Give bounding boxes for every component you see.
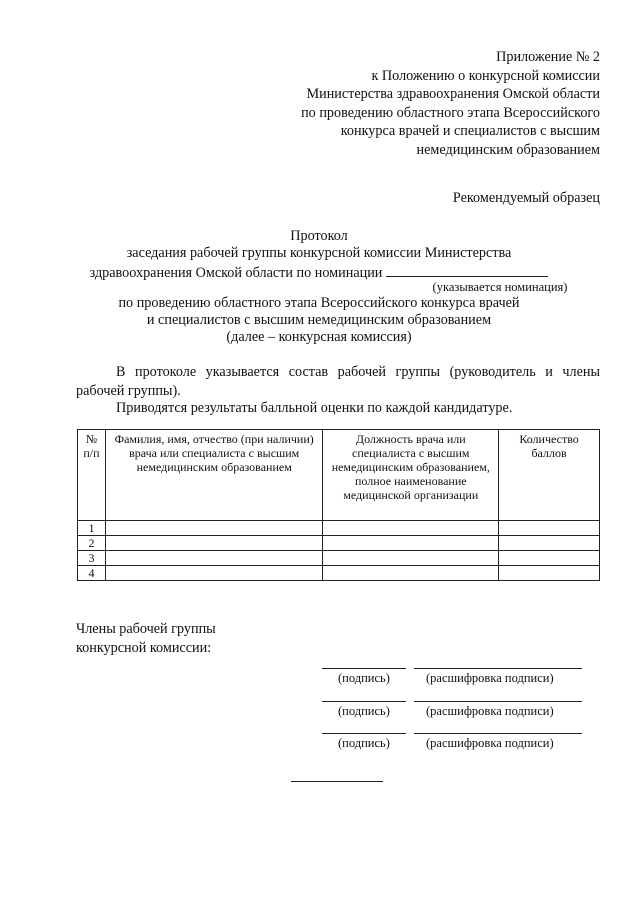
protocol-line: по проведению областного этапа Всероссийского конкурса врачей	[118, 295, 520, 311]
table-header-row	[78, 430, 600, 521]
row-number: 4	[78, 566, 106, 581]
header-position: Должность врача или специалиста с высшим немедицинским образованием, полное наименование медицинской организации	[323, 430, 499, 521]
nomination-note: (указывается номинация)	[432, 280, 568, 294]
row-number: 3	[78, 551, 106, 566]
protocol-title: Протокол	[290, 228, 348, 244]
annex-header	[301, 48, 600, 160]
header-number: № п/п	[78, 430, 106, 521]
signature-row	[0, 733, 638, 763]
annex-line: Приложение № 2	[496, 49, 600, 65]
header-score: Количество баллов	[499, 430, 600, 521]
body-paragraph: В протоколе указывается состав рабочей группы (руководитель и члены рабочей группы).	[76, 364, 600, 399]
table-row	[78, 536, 600, 551]
decoding-line	[414, 668, 582, 669]
annex-line: немедицинским образованием	[416, 141, 600, 158]
annex-line: к Положению о конкурсной комиссии	[371, 67, 600, 84]
table-row	[78, 521, 600, 536]
signature-row	[0, 668, 638, 698]
signature-line	[322, 733, 406, 734]
row-name	[105, 521, 323, 536]
nomination-blank	[386, 262, 548, 277]
decoding-label: (расшифровка подписи)	[426, 736, 554, 750]
members-line: Члены рабочей группы	[76, 621, 216, 637]
signature-label: (подпись)	[338, 736, 390, 750]
closing-rule	[291, 781, 383, 782]
protocol-line: заседания рабочей группы конкурсной комиссии Министерства	[126, 245, 512, 261]
annex-line: конкурса врачей и специалистов с высшим	[340, 123, 600, 140]
row-name	[105, 566, 323, 581]
header-full-name: Фамилия, имя, отчество (при наличии) врача или специалиста с высшим немедицинским образованием	[105, 430, 323, 521]
signature-line	[322, 668, 406, 669]
row-number: 1	[78, 521, 106, 536]
row-position	[323, 566, 499, 581]
row-score	[499, 536, 600, 551]
decoding-label: (расшифровка подписи)	[426, 671, 554, 685]
signature-line	[322, 701, 406, 702]
decoding-line	[414, 733, 582, 734]
annex-line: по проведению областного этапа Всероссийского	[301, 104, 600, 121]
members-heading	[76, 620, 216, 657]
row-position	[323, 521, 499, 536]
row-name	[105, 551, 323, 566]
decoding-label: (расшифровка подписи)	[426, 704, 554, 718]
row-score	[499, 521, 600, 536]
row-score	[499, 566, 600, 581]
row-number: 2	[78, 536, 106, 551]
body-paragraph: Приводятся результаты балльной оценки по каждой кандидатуре.	[116, 400, 513, 416]
members-line: конкурсной комиссии:	[76, 639, 212, 656]
protocol-line: (далее – конкурсная комиссия)	[226, 329, 412, 345]
table-row	[78, 566, 600, 581]
row-name	[105, 536, 323, 551]
decoding-line	[414, 701, 582, 702]
row-score	[499, 551, 600, 566]
table-row	[78, 551, 600, 566]
row-position	[323, 536, 499, 551]
results-table	[77, 429, 600, 581]
protocol-line: здравоохранения Омской области по номинации	[89, 265, 383, 281]
recommended-sample-label: Рекомендуемый образец	[452, 190, 600, 206]
signature-label: (подпись)	[338, 704, 390, 718]
signature-row	[0, 701, 638, 731]
protocol-line: и специалистов с высшим немедицинским образованием	[146, 312, 492, 328]
signature-label: (подпись)	[338, 671, 390, 685]
row-position	[323, 551, 499, 566]
annex-line: Министерства здравоохранения Омской области	[306, 86, 600, 103]
